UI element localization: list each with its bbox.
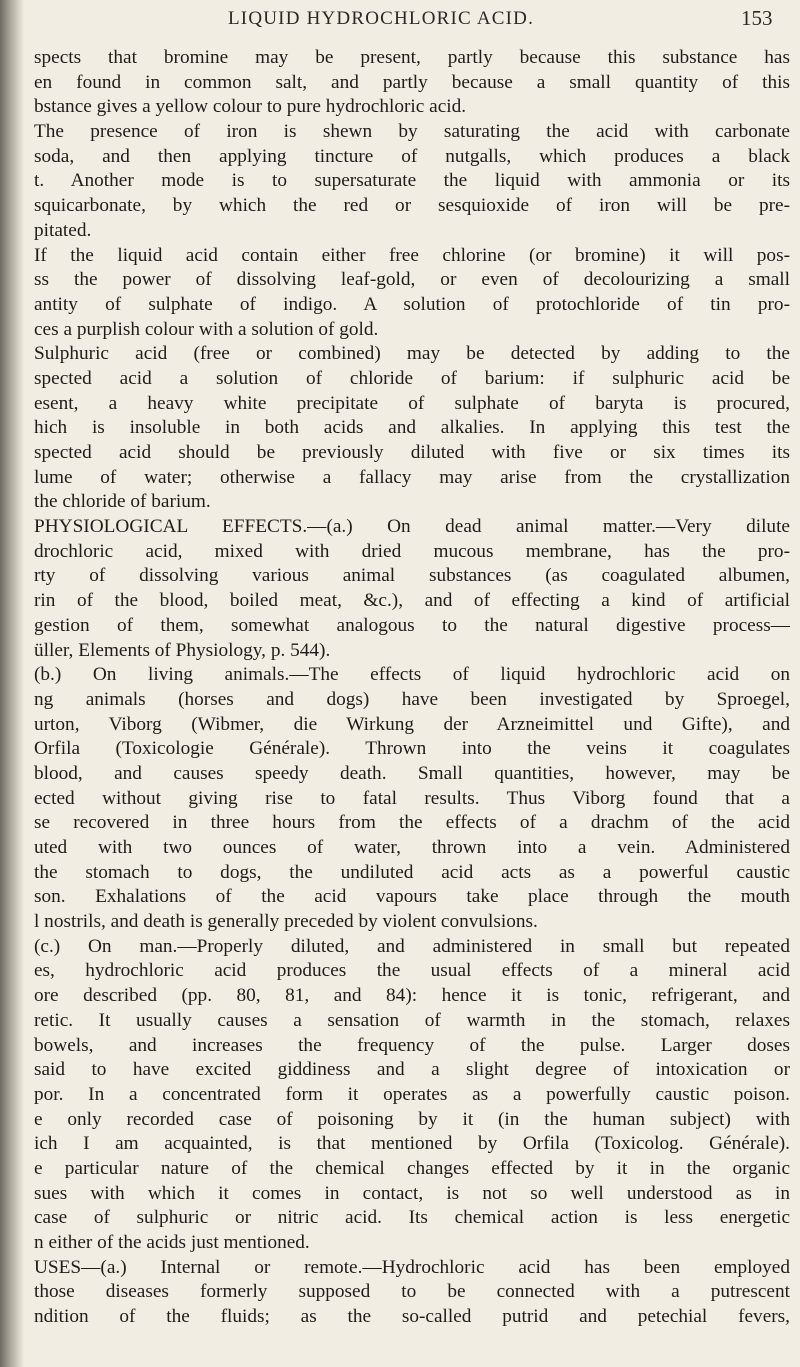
text-line: uted with two ounces of water, thrown into a vein. Administered [34, 837, 790, 858]
text-line: spects that bromine may be present, partly because this substance has [34, 47, 790, 68]
text-line: soda, and then applying tincture of nutgalls, which produces a black [34, 145, 790, 167]
text-line: t. Another mode is to supersaturate the liquid with ammonia or its [34, 170, 790, 192]
text-line: ng animals (horses and dogs) have been investigated by Sproegel, [34, 688, 790, 710]
text-line: ndition of the fluids; as the so-called putrid and petechial fevers, [34, 1306, 790, 1328]
text-line: spected acid a solution of chloride of barium: if sulphuric acid be [34, 367, 790, 389]
text-line: The presence of iron is shewn by saturating the acid with carbonate [34, 121, 790, 143]
text-line: case of sulphuric or nitric acid. Its chemical action is less energetic [34, 1207, 790, 1229]
text-line: son. Exhalations of the acid vapours take place through the mouth [34, 886, 790, 908]
page-binding-shadow [0, 0, 24, 1367]
text-line: PHYSIOLOGICAL EFFECTS.—(a.) On dead animal matter.—Very dilute [34, 516, 790, 538]
text-line: e only recorded case of poisoning by it (in the human subject) with [34, 1108, 790, 1130]
text-line: ss the power of dissolving leaf-gold, or even of decolourizing a small [34, 269, 790, 291]
text-line: se recovered in three hours from the effects of a drachm of the acid [34, 812, 790, 834]
text-line: gestion of them, somewhat analogous to the natural digestive process— [34, 614, 790, 636]
page-header [0, 4, 800, 38]
text-line: sues with which it comes in contact, is not so well understood as in [34, 1182, 790, 1204]
text-line: esent, a heavy white precipitate of sulphate of baryta is procured, [34, 392, 790, 414]
body-text [34, 46, 790, 1330]
text-line: e particular nature of the chemical changes effected by it in the organic [34, 1157, 790, 1179]
text-line: hich is insoluble in both acids and alkalies. In applying this test the [34, 417, 790, 439]
text-line: rin of the blood, boiled meat, &c.), and of effecting a kind of artificial [34, 590, 790, 612]
text-line: ected without giving rise to fatal results. Thus Viborg found that a [34, 787, 790, 809]
text-line: üller, Elements of Physiology, p. 544). [34, 639, 331, 661]
text-line: lume of water; otherwise a fallacy may arise from the crystallization [34, 466, 790, 488]
text-line: ich I am acquainted, is that mentioned by Orfila (Toxicolog. Générale). [34, 1133, 790, 1155]
text-line: Sulphuric acid (free or combined) may be detected by adding to the [34, 343, 790, 365]
text-line: drochloric acid, mixed with dried mucous membrane, has the pro- [34, 540, 790, 562]
text-line: the stomach to dogs, the undiluted acid acts as a powerful caustic [34, 861, 790, 883]
text-line: ore described (pp. 80, 81, and 84): hence it is tonic, refrigerant, and [34, 985, 790, 1007]
text-line: spected acid should be previously diluted with five or six times its [34, 442, 790, 463]
text-line: (b.) On living animals.—The effects of liquid hydrochloric acid on [34, 664, 790, 686]
text-line: bstance gives a yellow colour to pure hydrochloric acid. [34, 96, 467, 118]
text-line: pitated. [34, 219, 92, 241]
text-line: said to have excited giddiness and a slight degree of intoxication or [34, 1059, 790, 1081]
text-line: those diseases formerly supposed to be connected with a putrescent [34, 1281, 790, 1303]
text-line: urton, Viborg (Wibmer, die Wirkung der Arzneimittel und Gifte), and [34, 713, 790, 735]
text-line: l nostrils, and death is generally preceded by violent convulsions. [34, 911, 538, 933]
text-line: If the liquid acid contain either free chlorine (or bromine) it will pos- [34, 244, 790, 266]
text-line: es, hydrochloric acid produces the usual effects of a mineral acid [34, 960, 790, 982]
text-line: en found in common salt, and partly because a small quantity of this [34, 71, 790, 93]
text-line: (c.) On man.—Properly diluted, and administered in small but repeated [34, 935, 790, 957]
text-line: Orfila (Toxicologie Générale). Thrown into the veins it coagulates [34, 738, 790, 760]
text-line: antity of sulphate of indigo. A solution of protochloride of tin pro- [34, 293, 790, 315]
text-line: por. In a concentrated form it operates as a powerfully caustic poison. [34, 1083, 790, 1105]
text-line: blood, and causes speedy death. Small quantities, however, may be [34, 762, 790, 784]
running-head: LIQUID HYDROCHLORIC ACID. [228, 8, 535, 29]
page-number: 153 [741, 6, 773, 30]
text-line: USES—(a.) Internal or remote.—Hydrochloric acid has been employed [34, 1256, 790, 1278]
text-line: rty of dissolving various animal substances (as coagulated albumen, [34, 565, 790, 587]
text-line: bowels, and increases the frequency of the pulse. Larger doses [34, 1034, 790, 1056]
text-line: the chloride of barium. [34, 491, 211, 513]
text-line: ces a purplish colour with a solution of gold. [34, 318, 379, 340]
text-line: n either of the acids just mentioned. [34, 1232, 310, 1253]
text-line: squicarbonate, by which the red or sesquioxide of iron will be pre- [34, 195, 790, 217]
text-line: retic. It usually causes a sensation of warmth in the stomach, relaxes [34, 1009, 790, 1031]
